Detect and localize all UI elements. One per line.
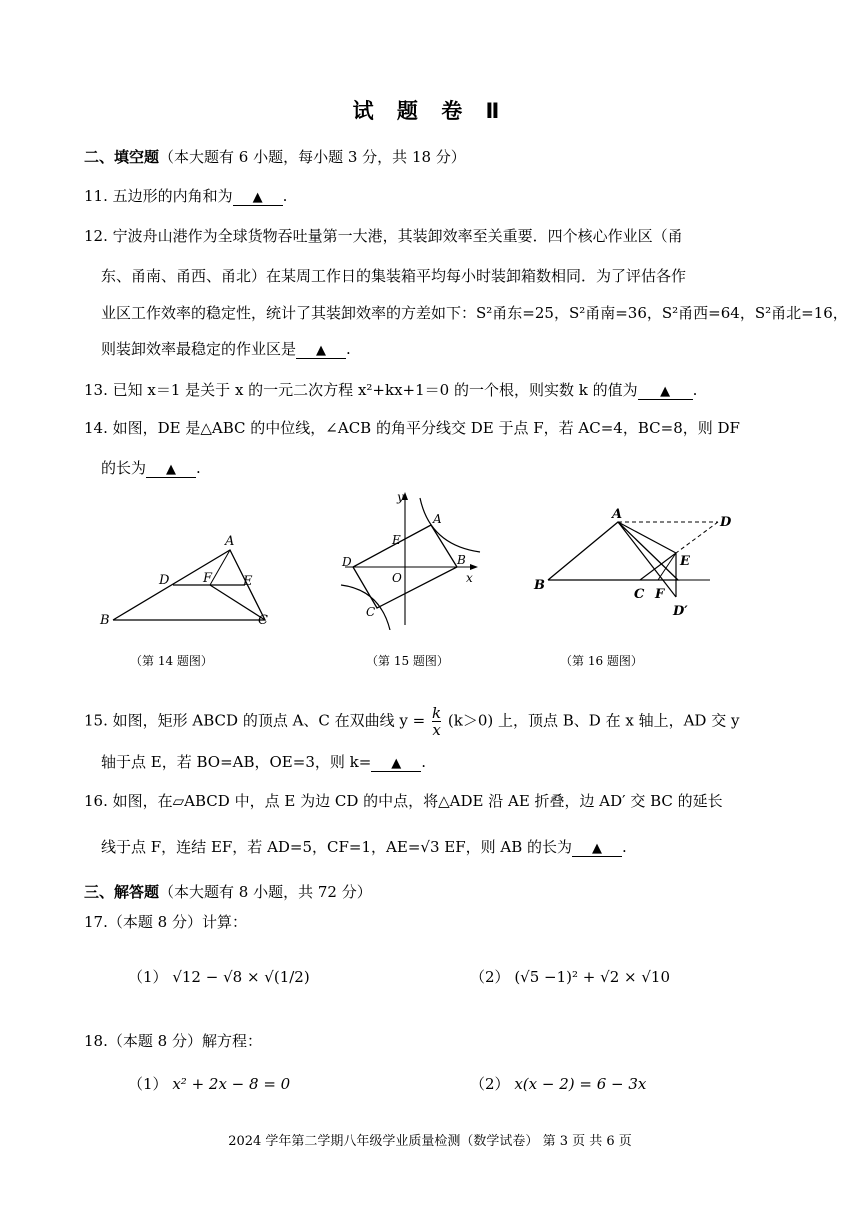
f14-label-d: D	[159, 573, 170, 588]
f15-label-o: O	[392, 571, 402, 585]
section3-heading	[84, 881, 372, 902]
q11-text: 五边形的内角和为	[112, 187, 233, 205]
q15-end: .	[421, 753, 427, 771]
page-title: 试 题 卷 Ⅱ	[352, 99, 508, 123]
section3-label: 三、解答题	[84, 883, 160, 901]
question-13	[84, 379, 697, 400]
f15-label-c: C	[366, 605, 376, 619]
f16-label-a: A	[612, 507, 623, 522]
figure-15	[335, 490, 485, 630]
f14-label-c: C	[258, 613, 268, 628]
section2-label: 二、填空题	[84, 148, 160, 166]
f16-label-d: D	[720, 515, 732, 530]
q12-line3: 业区工作效率的稳定性，统计了其装卸效率的方差如下：S²甬东=25，S²甬南=36，S²甬西=64，S²甬北=16，	[101, 304, 848, 322]
f16-ae	[618, 522, 676, 553]
question-16-line1	[84, 790, 723, 811]
q17-part2	[470, 966, 670, 987]
q15-line1b: (k＞0) 上，顶点 B、D 在 x 轴上，AD 交 y	[447, 711, 740, 730]
f16-de-dashed	[676, 522, 718, 553]
q14-line2: 的长为	[101, 459, 147, 477]
q15-line1a: 如图，矩形 ABCD 的顶点 A、C 在双曲线 y =	[112, 711, 426, 730]
q14-end: .	[196, 459, 201, 477]
f16-label-c: C	[634, 587, 645, 602]
q15-frac-num: k	[432, 704, 442, 722]
q11-number: 11.	[84, 187, 108, 205]
q14-number: 14.	[84, 419, 108, 437]
q17-head: （本题 8 分）计算：	[107, 913, 247, 931]
section2-note: （本大题有 6 小题，每小题 3 分，共 18 分）	[159, 148, 466, 166]
q18-number: 18.	[84, 1032, 108, 1050]
question-15-line1	[84, 705, 739, 738]
blank-mark-icon: ▲	[391, 756, 402, 771]
q17-p1-expr: √12 − √8 × √(1/2)	[172, 968, 310, 986]
q12-line4: 则装卸效率最稳定的作业区是	[101, 340, 297, 358]
caption-fig14: （第 14 题图）	[130, 654, 213, 668]
f16-label-f: F	[655, 587, 665, 602]
q18-p1-expr: x² + 2x − 8 = 0	[172, 1075, 291, 1093]
q13-number: 13.	[84, 381, 108, 399]
question-14-line1	[84, 417, 740, 438]
caption-fig16: （第 16 题图）	[560, 654, 643, 668]
q16-end: .	[622, 838, 627, 856]
q11-end: .	[282, 187, 288, 205]
q16-answer-blank[interactable]	[572, 838, 622, 857]
f16-parallelogram-left	[548, 522, 678, 580]
f14-label-f: F	[203, 571, 213, 586]
question-15-line2	[101, 751, 426, 772]
blank-mark-icon: ▲	[316, 343, 327, 358]
q15-number: 15.	[84, 711, 108, 730]
f14-label-b: B	[100, 613, 110, 628]
q13-end: .	[692, 381, 698, 399]
q18-part1	[128, 1073, 290, 1094]
figure-16	[530, 505, 750, 620]
blank-mark-icon: ▲	[166, 462, 177, 477]
f15-label-y: y	[397, 490, 404, 504]
page-footer: 2024 学年第二学期八年级学业质量检测（数学试卷） 第 3 页 共 6 页	[228, 1134, 632, 1149]
q18-p1-label: （1）	[128, 1075, 168, 1093]
q12-line1: 宁波舟山港作为全球货物吞吐量第一大港，其装卸效率至关重要．四个核心作业区（甬	[112, 227, 683, 245]
q17-p2-label: （2）	[470, 968, 510, 986]
question-14-line2	[101, 457, 201, 478]
f15-label-x: x	[466, 571, 473, 585]
q14-answer-blank[interactable]	[146, 459, 196, 478]
q14-line1: 如图，DE 是△ABC 的中位线，∠ACB 的角平分线交 DE 于点 F，若 AC=4，BC=8，则 DF	[112, 419, 740, 437]
f16-label-b: B	[534, 578, 545, 593]
f15-label-a: A	[433, 512, 442, 526]
q17-part1	[128, 966, 310, 987]
f16-label-d-prime: D′	[673, 604, 688, 619]
q13-answer-blank[interactable]	[638, 381, 693, 400]
caption-fig15: （第 15 题图）	[366, 654, 449, 668]
q15-frac-den: x	[432, 721, 441, 739]
q18-part2	[470, 1073, 646, 1094]
question-18	[84, 1030, 262, 1051]
f16-label-e: E	[680, 554, 690, 569]
f14-label-e: E	[243, 574, 253, 589]
question-11	[84, 185, 287, 206]
f15-label-d: D	[342, 555, 352, 569]
q16-number: 16.	[84, 792, 108, 810]
f14-label-a: A	[225, 534, 235, 549]
f15-x-arrow	[470, 564, 478, 570]
q11-answer-blank[interactable]	[233, 187, 283, 206]
section3-note: （本大题有 8 小题，共 72 分）	[159, 883, 372, 901]
f15-label-b: B	[457, 553, 466, 567]
q17-number: 17.	[84, 913, 108, 931]
q17-p1-label: （1）	[128, 968, 168, 986]
q17-p2-expr: (√5 −1)² + √2 × √10	[514, 968, 670, 986]
q15-line2: 轴于点 E，若 BO=AB，OE=3，则 k=	[101, 753, 372, 771]
q13-text: 已知 x＝1 是关于 x 的一元二次方程 x²+kx+1＝0 的一个根，则实数 k 的值为	[112, 381, 638, 399]
q12-number: 12.	[84, 227, 108, 245]
question-12-line1	[84, 225, 683, 246]
q15-fraction	[432, 705, 441, 738]
blank-mark-icon: ▲	[252, 190, 263, 205]
q18-head: （本题 8 分）解方程：	[107, 1032, 262, 1050]
blank-mark-icon: ▲	[592, 841, 603, 856]
f15-label-e: E	[392, 533, 401, 547]
question-17	[84, 911, 247, 932]
question-12-line4	[101, 338, 351, 359]
q18-p2-label: （2）	[470, 1075, 510, 1093]
q12-answer-blank[interactable]	[296, 340, 346, 359]
blank-mark-icon: ▲	[660, 384, 671, 399]
question-16-line2	[101, 836, 627, 857]
q18-p2-expr: x(x − 2) = 6 − 3x	[514, 1075, 647, 1093]
q16-line1: 如图，在▱ABCD 中，点 E 为边 CD 的中点，将△ADE 沿 AE 折叠，边 AD′ 交 BC 的延长	[112, 792, 723, 810]
f15-hyperbola-right	[420, 498, 480, 552]
q16-line2: 线于点 F，连结 EF，若 AD=5，CF=1，AE=√3 EF，则 AB 的长为	[101, 838, 573, 856]
q12-line2: 东、甬南、甬西、甬北）在某周工作日的集装箱平均每小时装卸箱数相同．为了评估各作	[101, 267, 687, 285]
figure-14	[95, 525, 285, 635]
q15-answer-blank[interactable]	[371, 753, 421, 772]
section2-heading	[84, 146, 466, 167]
q12-end: .	[346, 340, 351, 358]
